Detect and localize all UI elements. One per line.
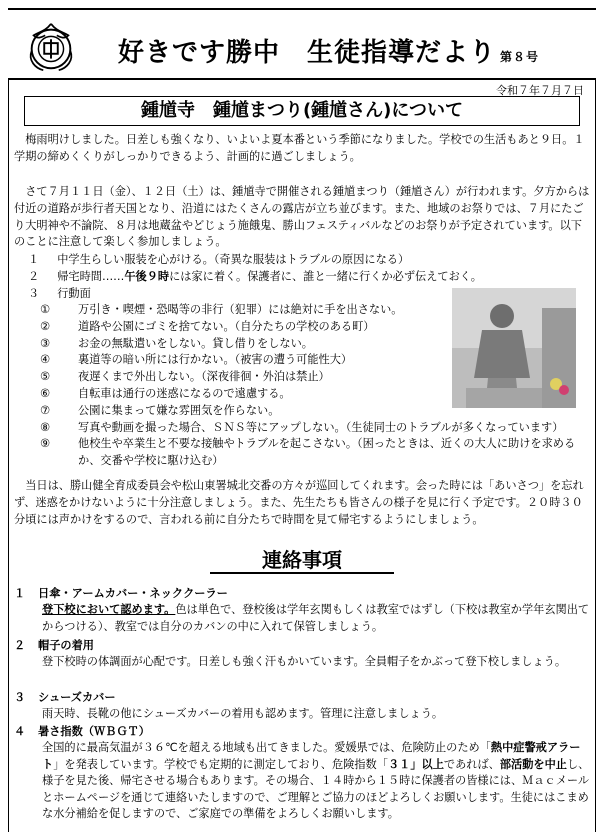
conduct-item: ④ 裏道等の暗い所には行かない。（被害の遭う可能性大） bbox=[40, 353, 353, 367]
conduct-list bbox=[40, 302, 592, 470]
conduct-item: ② 道路や公園にゴミを捨てない。（自分たちの学校のある町） bbox=[40, 319, 375, 333]
contact-item-3: ３ シューズカバー 雨天時、長靴の他にシューズカバーの着用も認めます。管理に注意しましょう。 bbox=[14, 691, 444, 721]
conduct-item: ⑥ 自転車は通行の迷惑になるので遠慮する。 bbox=[40, 386, 291, 400]
right-border bbox=[595, 80, 596, 832]
newsletter-title bbox=[118, 32, 539, 69]
header bbox=[8, 8, 596, 80]
title-text: 好きです勝中 生徒指導だより bbox=[118, 38, 497, 68]
contact-item-2: ２ 帽子の着用 登下校時の体調面が心配です。日差しも強く汗もかいています。全員帽子をかぶって登下校しましょう。 bbox=[14, 639, 567, 669]
conduct-item: ⑤ 夜遅くまで外出しない。（深夜徘徊・外泊は禁止） bbox=[40, 370, 330, 384]
article-heading: 鍾馗寺 鍾馗まつり(鍾馗さん)について bbox=[24, 96, 580, 126]
intro-paragraph-1: 梅雨明けしました。日差しも強くなり、いよいよ夏本番という季節になりました。学校での生活もあと９日。１学期の締めくくりがしっかりできるよう、計画的に過ごしましょう。 bbox=[14, 133, 585, 163]
conduct-item: ⑧ 写真や動画を撮った場合、ＳＮＳ等にアップしない。（生徒同士のトラブルが多くなっています） bbox=[40, 420, 564, 434]
issue-number: 第８号 bbox=[500, 50, 540, 64]
rule-item: １ 中学生らしい服装を心がける。（奇異な服装はトラブルの原因になる） bbox=[28, 253, 410, 266]
contact-item-1: １ 日傘・アームカバー・ネッククーラー 登下校において認めます。色は単色で、登校後は学年玄関もしくは教室ではずし（下校は教室か学年玄関出てからつける）、教室では自分のカバンの中に入れて保管しましょう。 bbox=[14, 587, 590, 633]
contact-title-underline bbox=[210, 572, 394, 574]
closing-paragraph: 当日は、勝山健全育成委員会や松山東署城北交番の方々が巡回してくれます。会った時には「あいさつ」を忘れず、迷惑をかけないように十分注意しましょう。また、先生たちも皆さんの様子を見に行く予定です。２０時３０分頃には声かけをするので、言われる前に自分たちで時間を見て帰宅するようにしましょう。 bbox=[14, 479, 584, 526]
conduct-item: ⑦ 公園に集まって嫌な雰囲気を作らない。 bbox=[40, 403, 280, 417]
rule-item: ３ 行動面 bbox=[28, 286, 91, 300]
conduct-item: ③ お金の無駄遣いをしない。貸し借りをしない。 bbox=[40, 336, 313, 350]
school-crest-icon bbox=[22, 18, 80, 76]
conduct-item: ① 万引き・喫煙・恐喝等の非行（犯罪）には絶対に手を出さない。 bbox=[40, 303, 403, 316]
conduct-item: ⑨ 他校生や卒業生と不要な接触やトラブルを起こさない。（困ったときは、近くの大人に助けを求めるか、交番や学校に駆け込む） bbox=[40, 437, 576, 468]
intro-paragraph-2: さて７月１１日（金）、１２日（土）は、鍾馗寺で開催される鍾馗まつり（鍾馗さん）が行われます。夕方からは付近の道路が歩行者天国となり、沿道にはたくさんの露店が立ち並びます。また、地域のお祭りでは、７月にたごり大明神や不論院、８月は地蔵盆やどじょう施餓鬼、勝山フェスティバルなどのお祭りが予定されています。以下のことに注意して楽しく参加しましょう。 bbox=[14, 185, 590, 249]
contact-item-4: ４ 暑さ指数（ＷＢＧＴ） 全国的に最高気温が３６℃を超える地域も出てきました。愛媛県では、危険防止のため「熱中症警戒アラート」を発表しています。学校でも定期的に測定しており、危険指数「３１」以上であれば、部活動を中止し、様子を見た後、帰宅させる場合もあります。その場合、１４時から１５時に保護者の皆様には、Ｍａｃメールとホームページを通じて連絡いたしますので、ご理解とご協力のほどよろしくお願いします。生徒にはこまめな水分補給を促しますので、ご家庭での準備をよろしくお願いします。 bbox=[14, 725, 590, 821]
contact-section-title: 連絡事項 bbox=[262, 548, 342, 572]
issue-date: 令和７年７月７日 bbox=[496, 84, 584, 97]
left-border bbox=[8, 80, 9, 832]
rule-item: ２ 帰宅時間……午後９時には家に着く。保護者に、誰と一緒に行くか必ず伝えておく。 bbox=[28, 269, 482, 283]
